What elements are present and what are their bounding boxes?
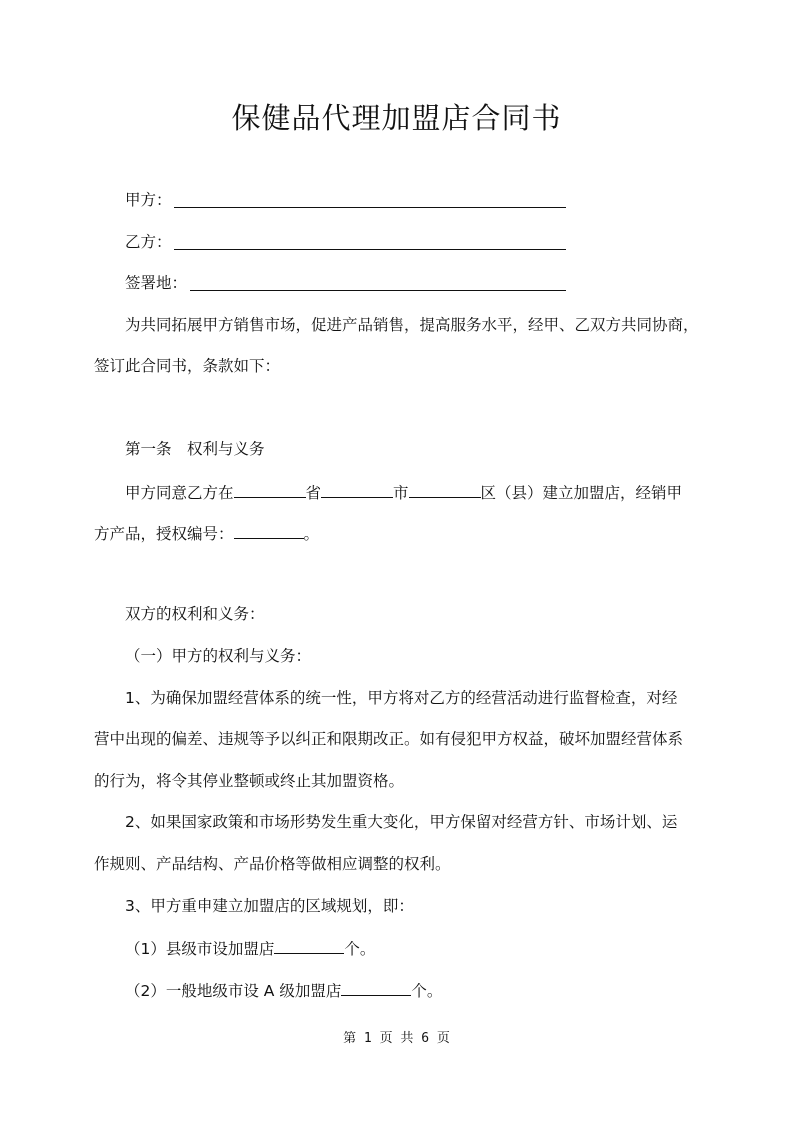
authorization-number-blank[interactable] [234,522,304,539]
sign-place-label: 签署地： [125,274,188,292]
item2-line-2: 作规则、产品结构、产品价格等做相应调整的权利。 [94,855,451,873]
item1-line-2: 营中出现的偏差、违规等予以纠正和限期改正。如有侵犯甲方权益，破坏加盟经营体系 [94,730,684,748]
clause-b-line [94,522,319,544]
item3-line-1: 3、甲方重申建立加盟店的区域规划，即： [125,897,414,915]
province-blank[interactable] [234,481,306,498]
intro-line-2: 签订此合同书，条款如下： [94,357,281,375]
sub-item-2-unit: 个。 [411,982,443,1000]
county-store-count-blank[interactable] [274,937,344,954]
party-a-rights-heading: （一）甲方的权利与义务： [125,647,312,665]
page-number-footer: 第 1 页 共 6 页 [343,1031,450,1046]
item1-line-1: 1、为确保加盟经营体系的统一性，甲方将对乙方的经营活动进行监督检查，对经 [125,689,678,707]
clause-a-text-3: 市 [393,484,409,502]
clause-a-text-2: 省 [305,484,322,502]
sub-item-1-unit: 个。 [344,940,376,958]
prefecture-store-count-blank[interactable] [341,979,411,996]
clause-a-text-1: 甲方同意乙方在 [125,484,234,502]
party-b-blank[interactable] [174,248,566,250]
party-a-blank[interactable] [174,206,566,208]
party-a-label: 甲方： [125,191,172,209]
sub-item-2-line [125,979,442,1001]
item2-line-1: 2、如果国家政策和市场形势发生重大变化，甲方保留对经营方针、市场计划、运 [125,813,678,831]
city-blank[interactable] [321,481,393,498]
party-b-label: 乙方： [125,233,172,251]
clause-a-line [125,481,682,503]
rights-heading: 双方的权利和义务： [125,605,265,623]
document-title: 保健品代理加盟店合同书 [231,101,562,135]
item1-line-3: 的行为，将令其停业整顿或终止其加盟资格。 [94,772,405,790]
clause-b-text-2: 。 [303,525,320,543]
district-blank[interactable] [409,481,481,498]
clause-b-text-1: 方产品，授权编号： [94,525,234,543]
intro-line-1: 为共同拓展甲方销售市场，促进产品销售，提高服务水平，经甲、乙双方共同协商， [125,316,699,334]
clause-a-text-4: 区（县）建立加盟店，经销甲 [480,484,683,502]
sub-item-1-line [125,937,375,959]
article1-heading: 第一条 权利与义务 [125,440,265,458]
sign-place-blank[interactable] [190,289,566,291]
sub-item-2-text: （2）一般地级市设 A 级加盟店 [125,982,342,1000]
sub-item-1-text: （1）县级市设加盟店 [125,940,275,958]
